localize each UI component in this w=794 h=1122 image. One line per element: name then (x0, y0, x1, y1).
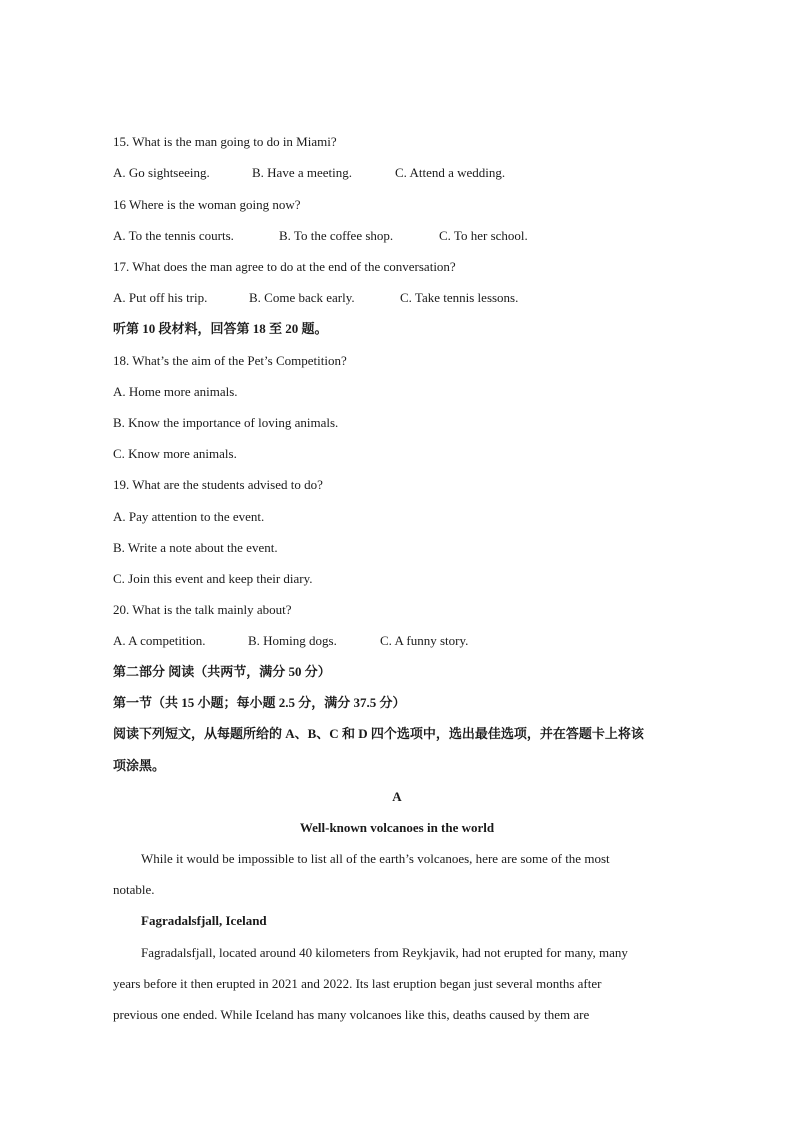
option-b: B. To the coffee shop. (279, 228, 394, 243)
paragraph-line-1: Fagradalsfjall, located around 40 kilometers from Reykjavik, had not erupted for many, many (141, 945, 628, 960)
option-b: B. Homing dogs. (248, 633, 337, 648)
option-b: B. Come back early. (249, 290, 355, 305)
option-c: C. Take tennis lessons. (400, 290, 519, 305)
option-c: C. Attend a wedding. (395, 165, 506, 180)
options-17 (113, 290, 518, 306)
part-2-heading: 第二部分 阅读（共两节，满分 50 分） (113, 664, 331, 679)
option-19-b: B. Write a note about the event. (113, 540, 278, 555)
option-a: A. To the tennis courts. (113, 228, 234, 243)
subheading: Fagradalsfjall, Iceland (141, 913, 267, 928)
passage-title: Well-known volcanoes in the world (299, 820, 495, 835)
options-20 (113, 633, 468, 649)
option-a: A. Go sightseeing. (113, 165, 210, 180)
question-20: 20. What is the talk mainly about? (113, 602, 292, 617)
question-15: 15. What is the man going to do in Miami? (113, 134, 337, 149)
option-18-c: C. Know more animals. (113, 446, 237, 461)
option-a: A. A competition. (113, 633, 206, 648)
section-1-heading: 第一节（共 15 小题；每小题 2.5 分，满分 37.5 分） (113, 695, 406, 710)
option-c: C. To her school. (439, 228, 528, 243)
intro-line-1: While it would be impossible to list all of the earth’s volcanoes, here are some of the most (141, 851, 610, 866)
option-18-b: B. Know the importance of loving animals. (113, 415, 339, 430)
paragraph-line-3: previous one ended. While Iceland has many volcanoes like this, deaths caused by them are (113, 1007, 590, 1022)
question-19: 19. What are the students advised to do? (113, 477, 323, 492)
paragraph-line-2: years before it then erupted in 2021 and 2022. Its last eruption began just several months after (113, 976, 602, 991)
option-18-a: A. Home more animals. (113, 384, 238, 399)
instruction-line-1: 阅读下列短文，从每题所给的 A、B、C 和 D 四个选项中，选出最佳选项，并在答题卡上将该 (113, 726, 644, 741)
question-18: 18. What’s the aim of the Pet’s Competition? (113, 353, 347, 368)
question-16: 16 Where is the woman going now? (113, 197, 301, 212)
instruction-line-2: 项涂黑。 (113, 758, 166, 773)
intro-line-2: notable. (113, 882, 155, 897)
section-10-heading: 听第 10 段材料，回答第 18 至 20 题。 (113, 321, 328, 336)
option-b: B. Have a meeting. (252, 165, 352, 180)
option-a: A. Put off his trip. (113, 290, 208, 305)
question-17: 17. What does the man agree to do at the end of the conversation? (113, 259, 456, 274)
option-19-a: A. Pay attention to the event. (113, 509, 265, 524)
passage-label: A (392, 789, 402, 804)
options-16 (113, 228, 528, 244)
options-15 (113, 165, 505, 181)
option-19-c: C. Join this event and keep their diary. (113, 571, 313, 586)
option-c: C. A funny story. (380, 633, 469, 648)
